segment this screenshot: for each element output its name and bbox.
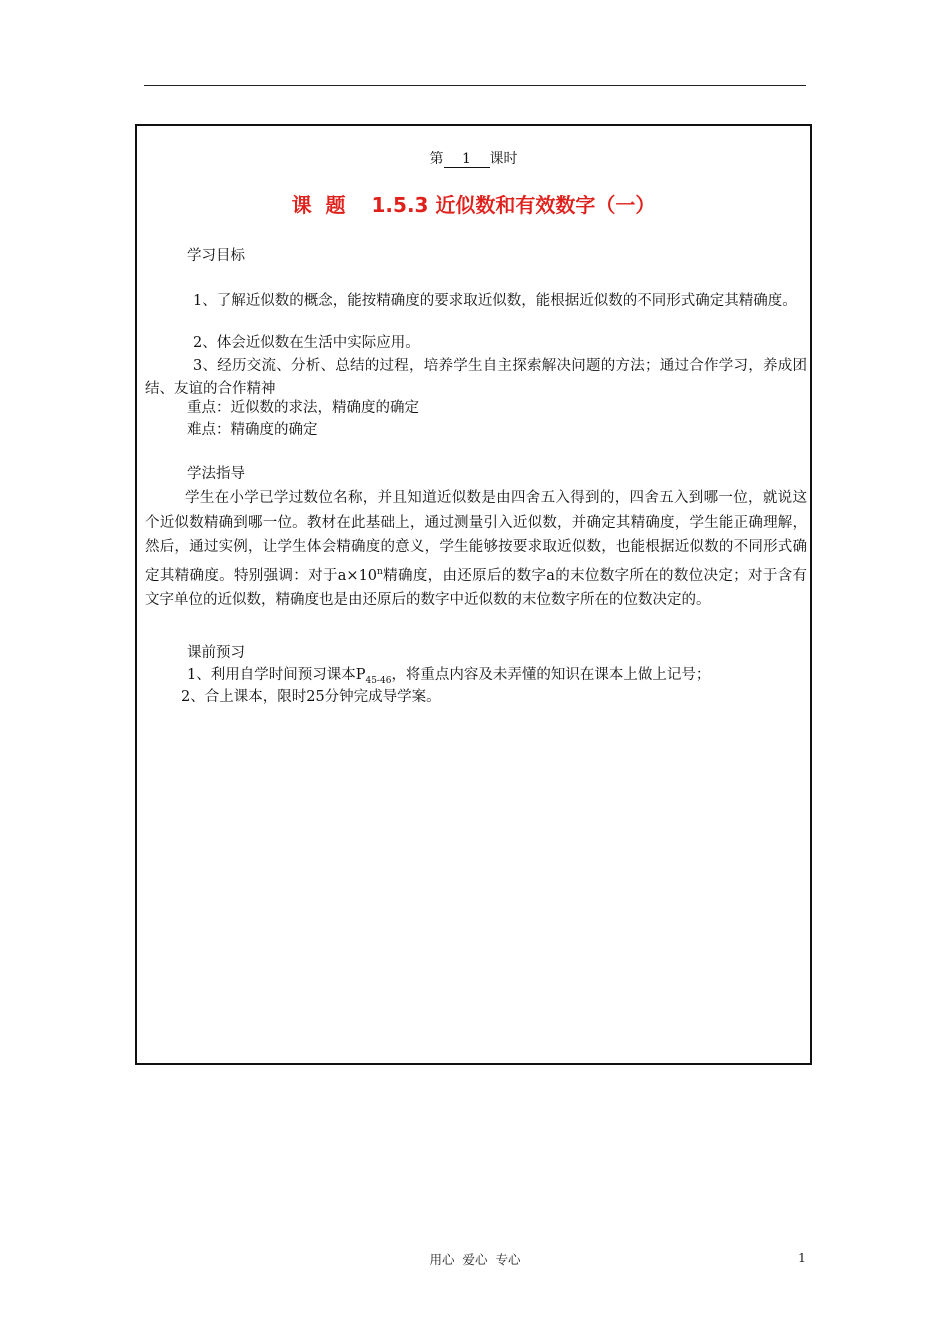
objective-item-1: 1、了解近似数的概念，能按精确度的要求取近似数，能根据近似数的不同形式确定其精确度。 (193, 293, 797, 309)
lesson-plan-box (135, 124, 812, 1065)
preview-item-1-part2: ，将重点内容及未弄懂的知识在课本上做上记号； (391, 667, 711, 683)
formula-exponent: n (377, 566, 383, 577)
title-text: 1.5.3 近似数和有效数字（一） (371, 193, 656, 217)
method-body-part1: 学生在小学已学过数位名称，并且知道近似数是由四舍五入得到的，四舍五入到哪一位，就说这个近似数精确到哪一位。教材在此基础上，通过测量引入近似数，并确定其精确度，学生能正确理解，然后，通过实例，让学生体会精确度的意义，学生能够按要求取近似数，也能根据近似数的不同形式确定其精确度。特别强调：对于 (145, 490, 807, 584)
method-heading: 学法指导 (187, 466, 245, 482)
difficulty-point: 难点：精确度的确定 (187, 422, 318, 438)
objectives-heading: 学习目标 (187, 248, 245, 264)
preview-heading: 课前预习 (187, 645, 245, 661)
method-body-part2: 精确度，由还原后的数字a的末位数字所在的数位决定；对于含有文字单位的近似数，精确度也是由还原后的数字中近似数的末位数字所在的位数决定的。 (145, 567, 807, 608)
method-body (145, 486, 807, 612)
session-line (137, 149, 810, 169)
key-point: 重点：近似数的求法，精确度的确定 (187, 400, 419, 416)
lesson-title (137, 192, 810, 218)
session-suffix: 课时 (489, 151, 518, 167)
preview-item-1-part1: 1、利用自学时间预习课本P (187, 667, 366, 683)
objective-item-2: 2、体会近似数在生活中实际应用。 (193, 335, 420, 351)
formula-base: a×10 (337, 567, 378, 584)
page-range: 45-46 (365, 675, 392, 686)
footer-motto: 用心 爱心 专心 (429, 1252, 521, 1267)
title-label: 课 题 (291, 193, 346, 217)
preview-item-2: 2、合上课本，限时25分钟完成导学案。 (181, 689, 441, 705)
session-prefix: 第 (429, 151, 444, 167)
objective-item-3: 3、经历交流、分析、总结的过程，培养学生自主探索解决问题的方法；通过合作学习，养成团结、友谊的合作精神 (145, 358, 807, 397)
session-number: 1 (444, 151, 490, 168)
header-rule (144, 85, 806, 86)
page-number: 1 (798, 1250, 806, 1265)
